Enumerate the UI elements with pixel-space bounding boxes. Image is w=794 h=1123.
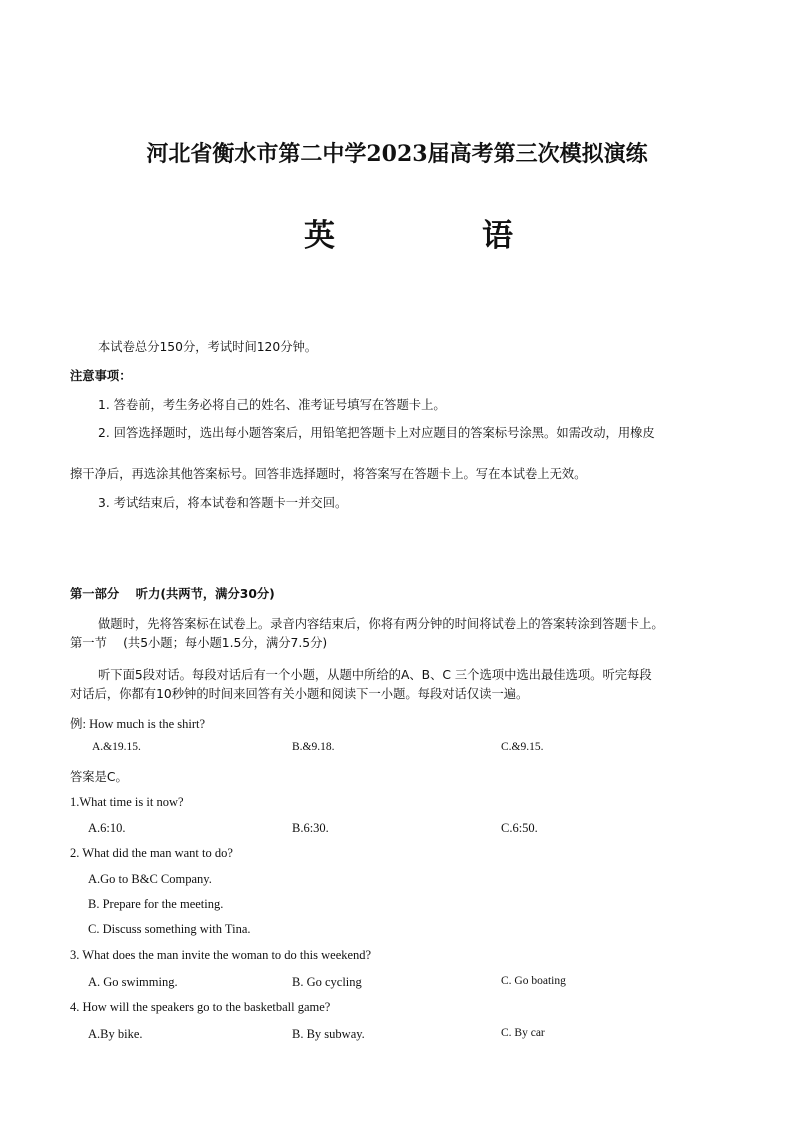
- example-answer: 答案是C。: [70, 770, 128, 784]
- subject-char-2: 语: [482, 218, 513, 254]
- question-2-option-a: A.Go to B&C Company.: [88, 872, 212, 886]
- question-1-option-c: C.6:50.: [501, 821, 538, 835]
- example-question: 例: How much is the shirt?: [70, 717, 206, 731]
- example-option-a: A.&19.15.: [92, 741, 141, 753]
- question-4-option-b: B. By subway.: [292, 1027, 365, 1041]
- part1-heading: 第一部分 听力(共两节，满分30分): [70, 587, 275, 601]
- question-2-option-c: C. Discuss something with Tina.: [88, 922, 251, 936]
- question-4: 4. How will the speakers go to the basketball game?: [70, 1000, 331, 1014]
- example-option-b: B.&9.18.: [292, 741, 335, 753]
- question-4-option-a: A.By bike.: [88, 1027, 143, 1041]
- question-3-option-a: A. Go swimming.: [88, 975, 178, 989]
- question-3-option-c: C. Go boating: [501, 975, 566, 987]
- section1-instruction-line-1: 听下面5段对话。每段对话后有一个小题，从题中所给的A、B、C 三个选项中选出最佳选项。听完每段: [98, 668, 652, 682]
- notice-item-1: 1. 答卷前，考生务必将自己的姓名、准考证号填写在答题卡上。: [98, 398, 446, 412]
- exam-title: 河北省衡水市第二中学2023届高考第三次模拟演练: [146, 141, 648, 167]
- notice-item-2-line-2: 擦干净后，再选涂其他答案标号。回答非选择题时，将答案写在答题卡上。写在本试卷上无效。: [70, 467, 587, 481]
- question-1-option-a: A.6:10.: [88, 821, 126, 835]
- question-3-option-b: B. Go cycling: [292, 975, 362, 989]
- question-3: 3. What does the man invite the woman to do this weekend?: [70, 948, 372, 962]
- notice-item-2-line-1: 2. 回答选择题时，选出每小题答案后，用铅笔把答题卡上对应题目的答案标号涂黑。如需改动，用橡皮: [98, 426, 655, 440]
- question-2: 2. What did the man want to do?: [70, 846, 233, 860]
- notice-heading: 注意事项：: [70, 369, 132, 383]
- question-2-option-b: B. Prepare for the meeting.: [88, 897, 224, 911]
- question-1-option-b: B.6:30.: [292, 821, 329, 835]
- subject-char-1: 英: [304, 218, 335, 254]
- section1-instruction-line-2: 对话后，你都有10秒钟的时间来回答有关小题和阅读下一小题。每段对话仅读一遍。: [70, 687, 529, 701]
- question-4-option-c: C. By car: [501, 1027, 545, 1039]
- notice-item-3: 3. 考试结束后，将本试卷和答题卡一并交回。: [98, 496, 348, 510]
- example-option-c: C.&9.15.: [501, 741, 544, 753]
- part1-instruction: 做题时，先将答案标在试卷上。录音内容结束后，你将有两分钟的时间将试卷上的答案转涂到答题卡上。: [98, 617, 664, 631]
- exam-summary: 本试卷总分150分，考试时间120分钟。: [98, 340, 318, 354]
- question-1: 1.What time is it now?: [70, 795, 184, 809]
- section1-heading: 第一节 (共5小题；每小题1.5分，满分7.5分): [70, 636, 328, 650]
